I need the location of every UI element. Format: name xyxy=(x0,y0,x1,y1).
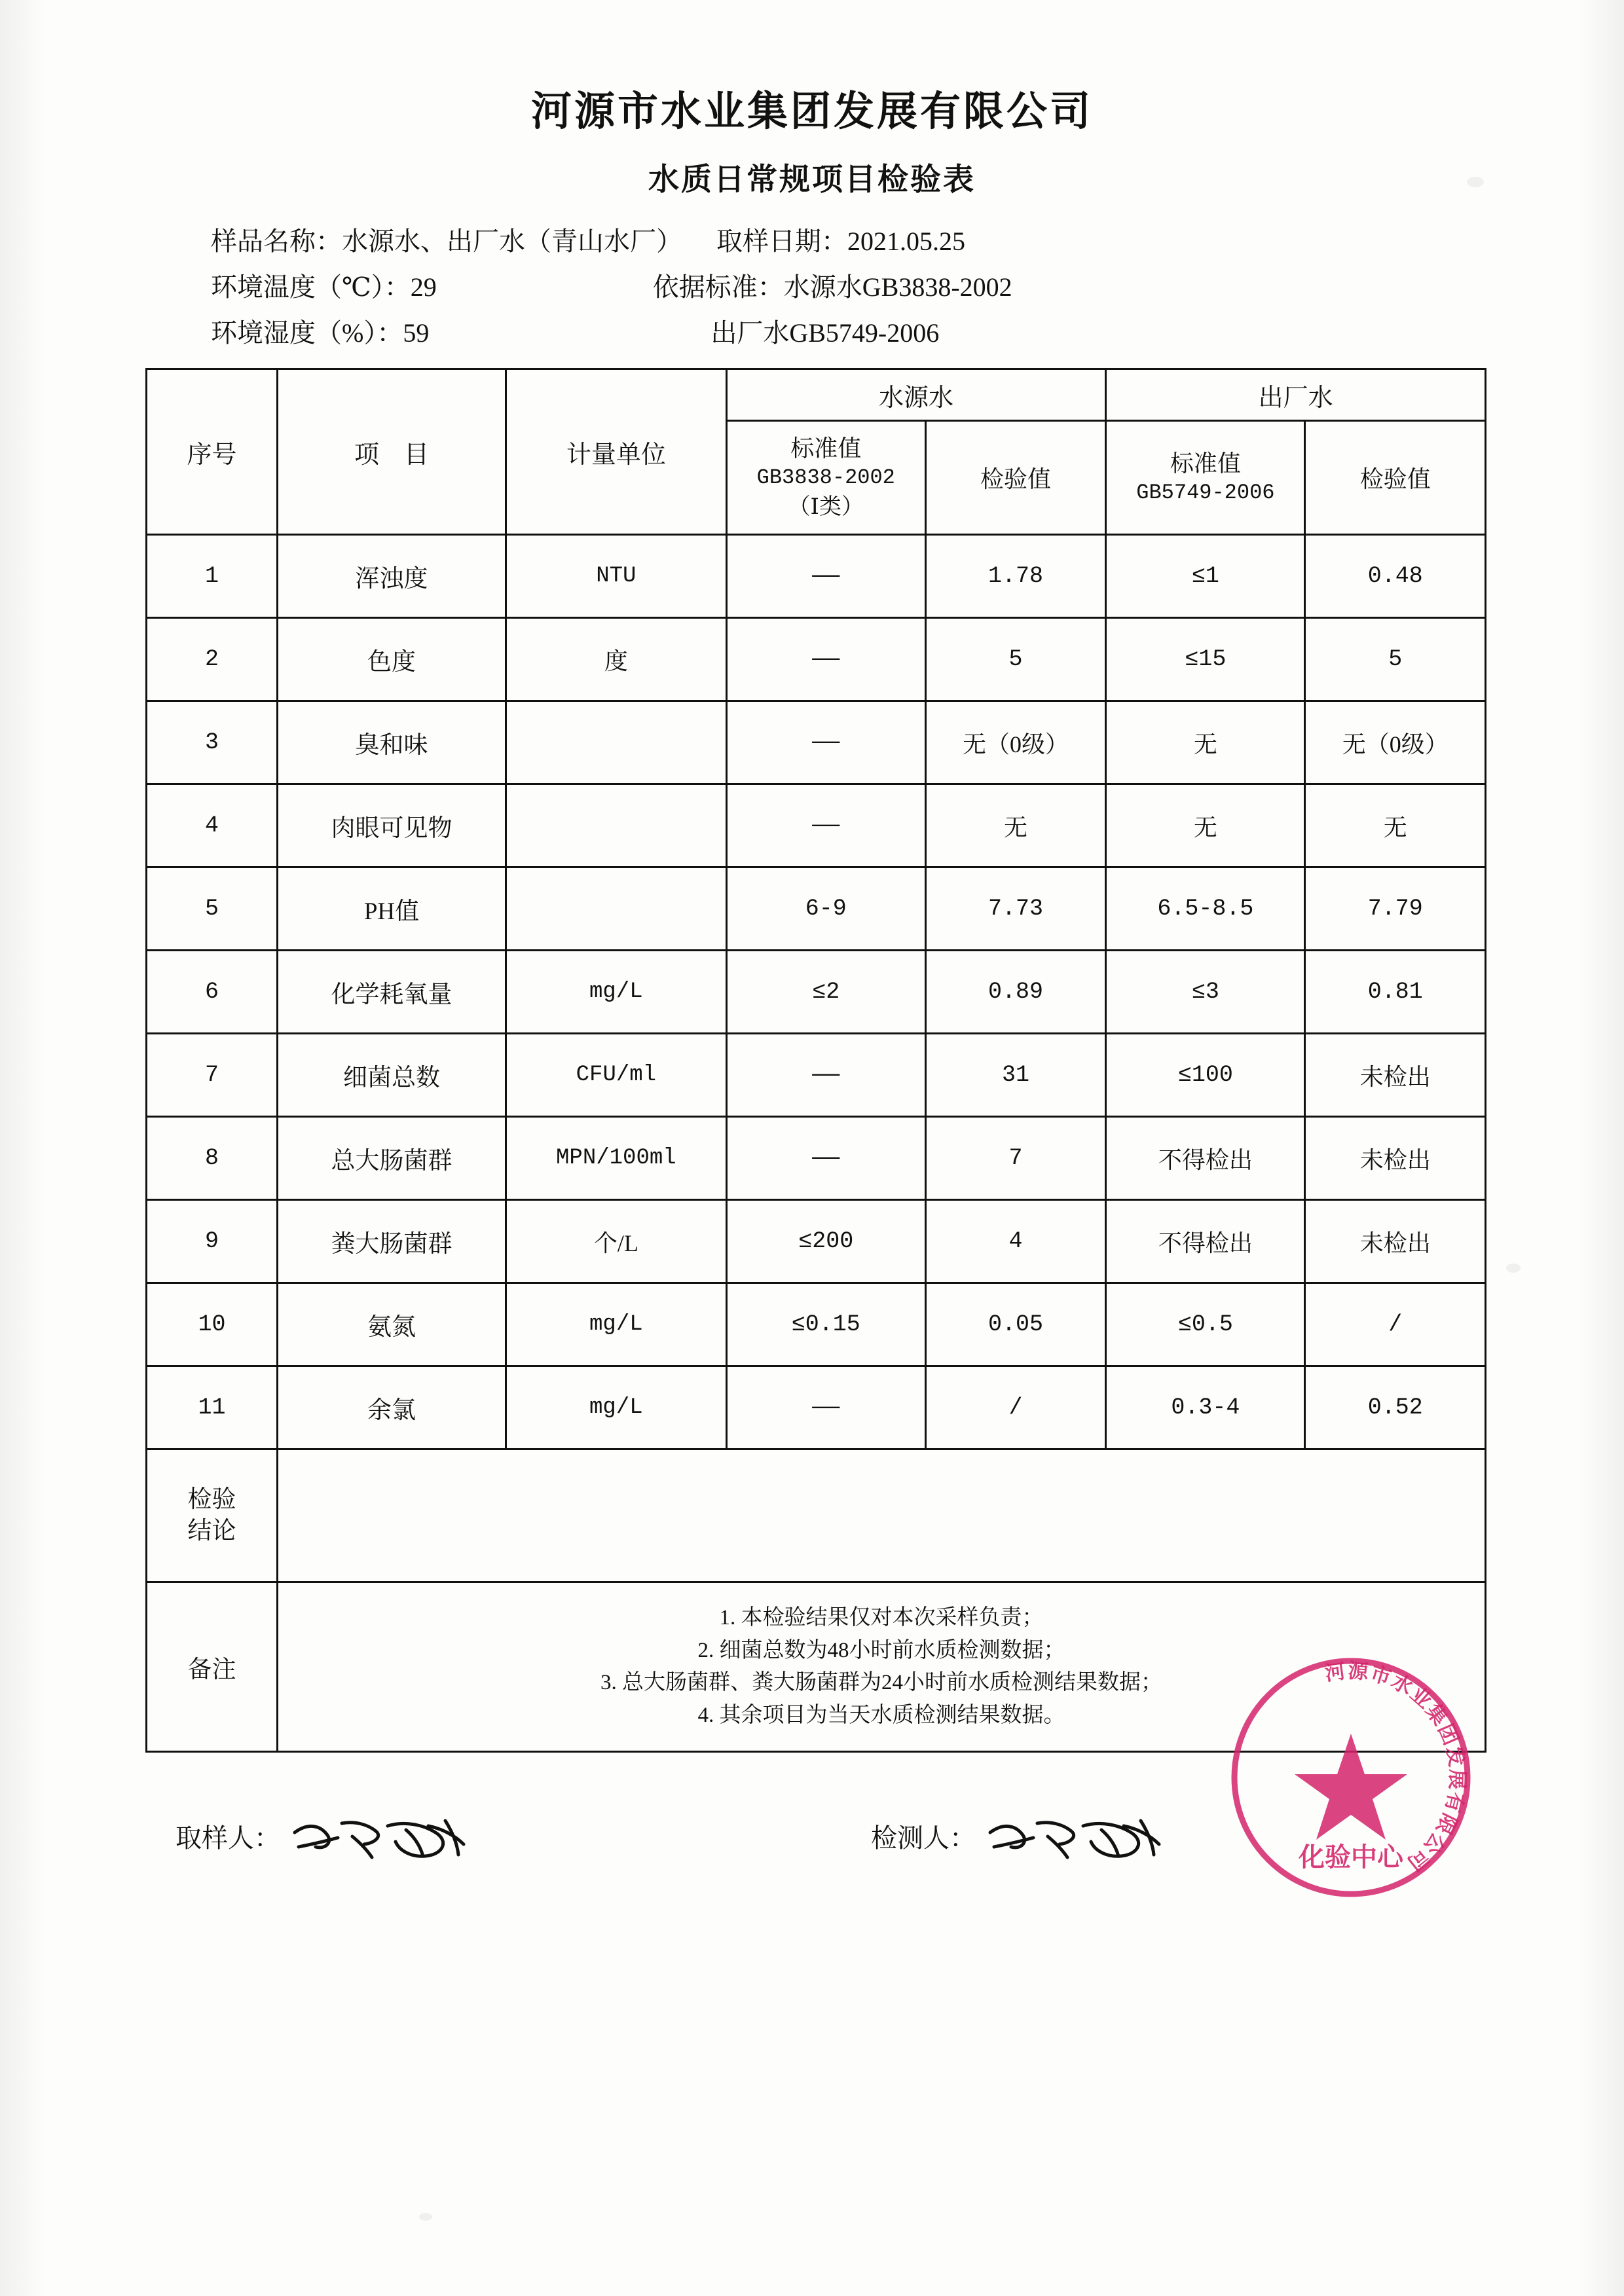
cell-source-value: 0.05 xyxy=(925,1283,1106,1366)
cell-no: 5 xyxy=(147,867,278,951)
cell-finished-standard: 0.3-4 xyxy=(1106,1366,1305,1449)
cell-finished-standard: ≤100 xyxy=(1106,1034,1305,1117)
water-quality-table xyxy=(145,368,1486,1753)
cell-finished-standard: ≤1 xyxy=(1106,535,1305,618)
cell-item: 化学耗氧量 xyxy=(278,951,506,1034)
col-header-source-standard xyxy=(726,421,925,535)
cell-source-value: 7 xyxy=(925,1117,1106,1200)
form-title: 水质日常规项目检验表 xyxy=(648,162,976,198)
meta-block xyxy=(0,221,1624,354)
cell-finished-value: 7.79 xyxy=(1305,867,1486,951)
source-standard-line1: 标准值 xyxy=(790,435,862,462)
finished-standard-line1: 标准值 xyxy=(1170,450,1241,477)
cell-source-standard: ≤200 xyxy=(726,1200,925,1283)
cell-source-value: 0.89 xyxy=(925,951,1106,1034)
cell-source-value: 31 xyxy=(925,1034,1106,1117)
cell-source-value: / xyxy=(925,1366,1106,1449)
cell-unit: mg/L xyxy=(506,951,726,1034)
env-temperature: 环境温度（℃）：29 xyxy=(211,272,437,302)
remark-line-2: 2. 细菌总数为48小时前水质检测数据； xyxy=(697,1638,1065,1662)
cell-source-standard: ≤0.15 xyxy=(726,1283,925,1366)
table-group-header-row xyxy=(147,369,1486,421)
cell-finished-value: 未检出 xyxy=(1305,1117,1486,1200)
cell-item: 臭和味 xyxy=(278,701,506,784)
remark-line-3: 3. 总大肠菌群、粪大肠菌群为24小时前水质检测结果数据； xyxy=(600,1671,1162,1694)
cell-no: 9 xyxy=(147,1200,278,1283)
cell-finished-standard: ≤15 xyxy=(1106,618,1305,701)
cell-no: 1 xyxy=(147,535,278,618)
cell-no: 10 xyxy=(147,1283,278,1366)
cell-item: 浑浊度 xyxy=(278,535,506,618)
cell-unit: mg/L xyxy=(506,1366,726,1449)
cell-no: 8 xyxy=(147,1117,278,1200)
tester-label: 检测人： xyxy=(871,1823,976,1853)
cell-finished-value: 未检出 xyxy=(1305,1034,1486,1117)
page-title: 河源市水业集团发展有限公司 xyxy=(530,87,1093,135)
table-row xyxy=(147,951,1486,1034)
scan-speck xyxy=(419,2213,432,2221)
cell-unit: MPN/100ml xyxy=(506,1117,726,1200)
cell-source-value: 1.78 xyxy=(925,535,1106,618)
cell-finished-standard: 无 xyxy=(1106,784,1305,867)
cell-item: 粪大肠菌群 xyxy=(278,1200,506,1283)
cell-source-standard: —— xyxy=(726,1034,925,1117)
conclusion-row xyxy=(147,1449,1486,1582)
cell-no: 11 xyxy=(147,1366,278,1449)
cell-unit xyxy=(506,701,726,784)
sampler-signature xyxy=(175,1792,486,1855)
remark-row xyxy=(147,1582,1486,1752)
col-header-unit: 计量单位 xyxy=(506,369,726,535)
col-header-item: 项 目 xyxy=(278,369,506,535)
cell-unit: NTU xyxy=(506,535,726,618)
tester-signature xyxy=(871,1792,1181,1855)
svg-text:化验中心: 化验中心 xyxy=(1299,1842,1403,1872)
cell-source-standard: —— xyxy=(726,1366,925,1449)
meta-row-temp xyxy=(0,267,1624,308)
cell-finished-standard: 不得检出 xyxy=(1106,1117,1305,1200)
cell-source-standard: ≤2 xyxy=(726,951,925,1034)
table-row xyxy=(147,1283,1486,1366)
cell-unit xyxy=(506,784,726,867)
cell-source-value: 4 xyxy=(925,1200,1106,1283)
table-body xyxy=(147,535,1486,1752)
cell-unit: mg/L xyxy=(506,1283,726,1366)
table-row xyxy=(147,701,1486,784)
table-row xyxy=(147,618,1486,701)
cell-item: 余氯 xyxy=(278,1366,506,1449)
cell-finished-standard: ≤3 xyxy=(1106,951,1305,1034)
cell-finished-standard: ≤0.5 xyxy=(1106,1283,1305,1366)
cell-finished-value: 0.52 xyxy=(1305,1366,1486,1449)
cell-source-value: 无 xyxy=(925,784,1106,867)
cell-unit: CFU/ml xyxy=(506,1034,726,1117)
table-row xyxy=(147,1034,1486,1117)
cell-finished-value: 0.48 xyxy=(1305,535,1486,618)
signature-area xyxy=(0,1779,1624,1903)
cell-unit xyxy=(506,867,726,951)
group-header-finished-water: 出厂水 xyxy=(1106,369,1486,421)
svg-text:河源市水业集团发展有限公司: 河源市水业集团发展有限公司 xyxy=(1323,1659,1469,1876)
cell-finished-value: 5 xyxy=(1305,618,1486,701)
remark-line-4: 4. 其余项目为当天水质检测结果数据。 xyxy=(697,1703,1065,1727)
cell-source-standard: —— xyxy=(726,618,925,701)
cell-item: 氨氮 xyxy=(278,1283,506,1366)
cell-item: 色度 xyxy=(278,618,506,701)
col-header-source-value: 检验值 xyxy=(925,421,1106,535)
sampler-handwritten-signature xyxy=(289,1806,486,1869)
cell-finished-value: 0.81 xyxy=(1305,951,1486,1034)
cell-source-value: 无（0级） xyxy=(925,701,1106,784)
col-header-finished-value: 检验值 xyxy=(1305,421,1486,535)
table-row xyxy=(147,535,1486,618)
conclusion-label-line1: 检验 xyxy=(187,1485,236,1513)
conclusion-text xyxy=(278,1449,1486,1582)
cell-source-standard: —— xyxy=(726,535,925,618)
cell-finished-value: 无 xyxy=(1305,784,1486,867)
cell-finished-value: 无（0级） xyxy=(1305,701,1486,784)
conclusion-label-line2: 结论 xyxy=(187,1518,236,1544)
cell-finished-standard: 6.5-8.5 xyxy=(1106,867,1305,951)
group-header-source-water: 水源水 xyxy=(726,369,1106,421)
table-row xyxy=(147,1200,1486,1283)
cell-finished-value: / xyxy=(1305,1283,1486,1366)
sampler-label: 取样人： xyxy=(175,1823,280,1853)
remark-label: 备注 xyxy=(147,1582,278,1752)
cell-no: 7 xyxy=(147,1034,278,1117)
cell-finished-value: 未检出 xyxy=(1305,1200,1486,1283)
cell-no: 3 xyxy=(147,701,278,784)
source-standard-line2: GB3838-2002 xyxy=(756,465,895,490)
sample-name: 样品名称：水源水、出厂水（青山水厂） xyxy=(211,227,682,256)
cell-item: 总大肠菌群 xyxy=(278,1117,506,1200)
cell-item: PH值 xyxy=(278,867,506,951)
cell-unit: 个/L xyxy=(506,1200,726,1283)
table-row xyxy=(147,1366,1486,1449)
table-row xyxy=(147,1117,1486,1200)
col-header-finished-standard xyxy=(1106,421,1305,535)
conclusion-label xyxy=(147,1449,278,1582)
table-row xyxy=(147,867,1486,951)
cell-source-standard: 6-9 xyxy=(726,867,925,951)
standard-reference-finished: 出厂水GB5749-2006 xyxy=(710,318,940,348)
meta-row-humidity xyxy=(0,313,1624,354)
standard-reference-source: 依据标准：水源水GB3838-2002 xyxy=(652,272,1012,302)
cell-item: 细菌总数 xyxy=(278,1034,506,1117)
remark-text xyxy=(278,1582,1486,1752)
remark-line-1: 1. 本检验结果仅对本次采样负责； xyxy=(719,1606,1044,1630)
cell-no: 2 xyxy=(147,618,278,701)
table-row xyxy=(147,784,1486,867)
sample-date: 取样日期：2021.05.25 xyxy=(716,227,965,256)
source-standard-line3: （Ⅰ类） xyxy=(788,495,864,520)
meta-row-sample xyxy=(0,221,1624,262)
cell-item: 肉眼可见物 xyxy=(278,784,506,867)
cell-unit: 度 xyxy=(506,618,726,701)
cell-source-value: 5 xyxy=(925,618,1106,701)
cell-source-standard: —— xyxy=(726,784,925,867)
cell-source-standard: —— xyxy=(726,1117,925,1200)
cell-finished-standard: 不得检出 xyxy=(1106,1200,1305,1283)
cell-no: 6 xyxy=(147,951,278,1034)
tester-handwritten-signature xyxy=(985,1806,1181,1869)
col-header-no: 序号 xyxy=(147,369,278,535)
finished-standard-line2: GB5749-2006 xyxy=(1136,481,1275,505)
env-humidity: 环境湿度（%）：59 xyxy=(211,318,430,348)
cell-finished-standard: 无 xyxy=(1106,701,1305,784)
cell-source-value: 7.73 xyxy=(925,867,1106,951)
cell-no: 4 xyxy=(147,784,278,867)
table-header xyxy=(147,369,1486,535)
cell-source-standard: —— xyxy=(726,701,925,784)
